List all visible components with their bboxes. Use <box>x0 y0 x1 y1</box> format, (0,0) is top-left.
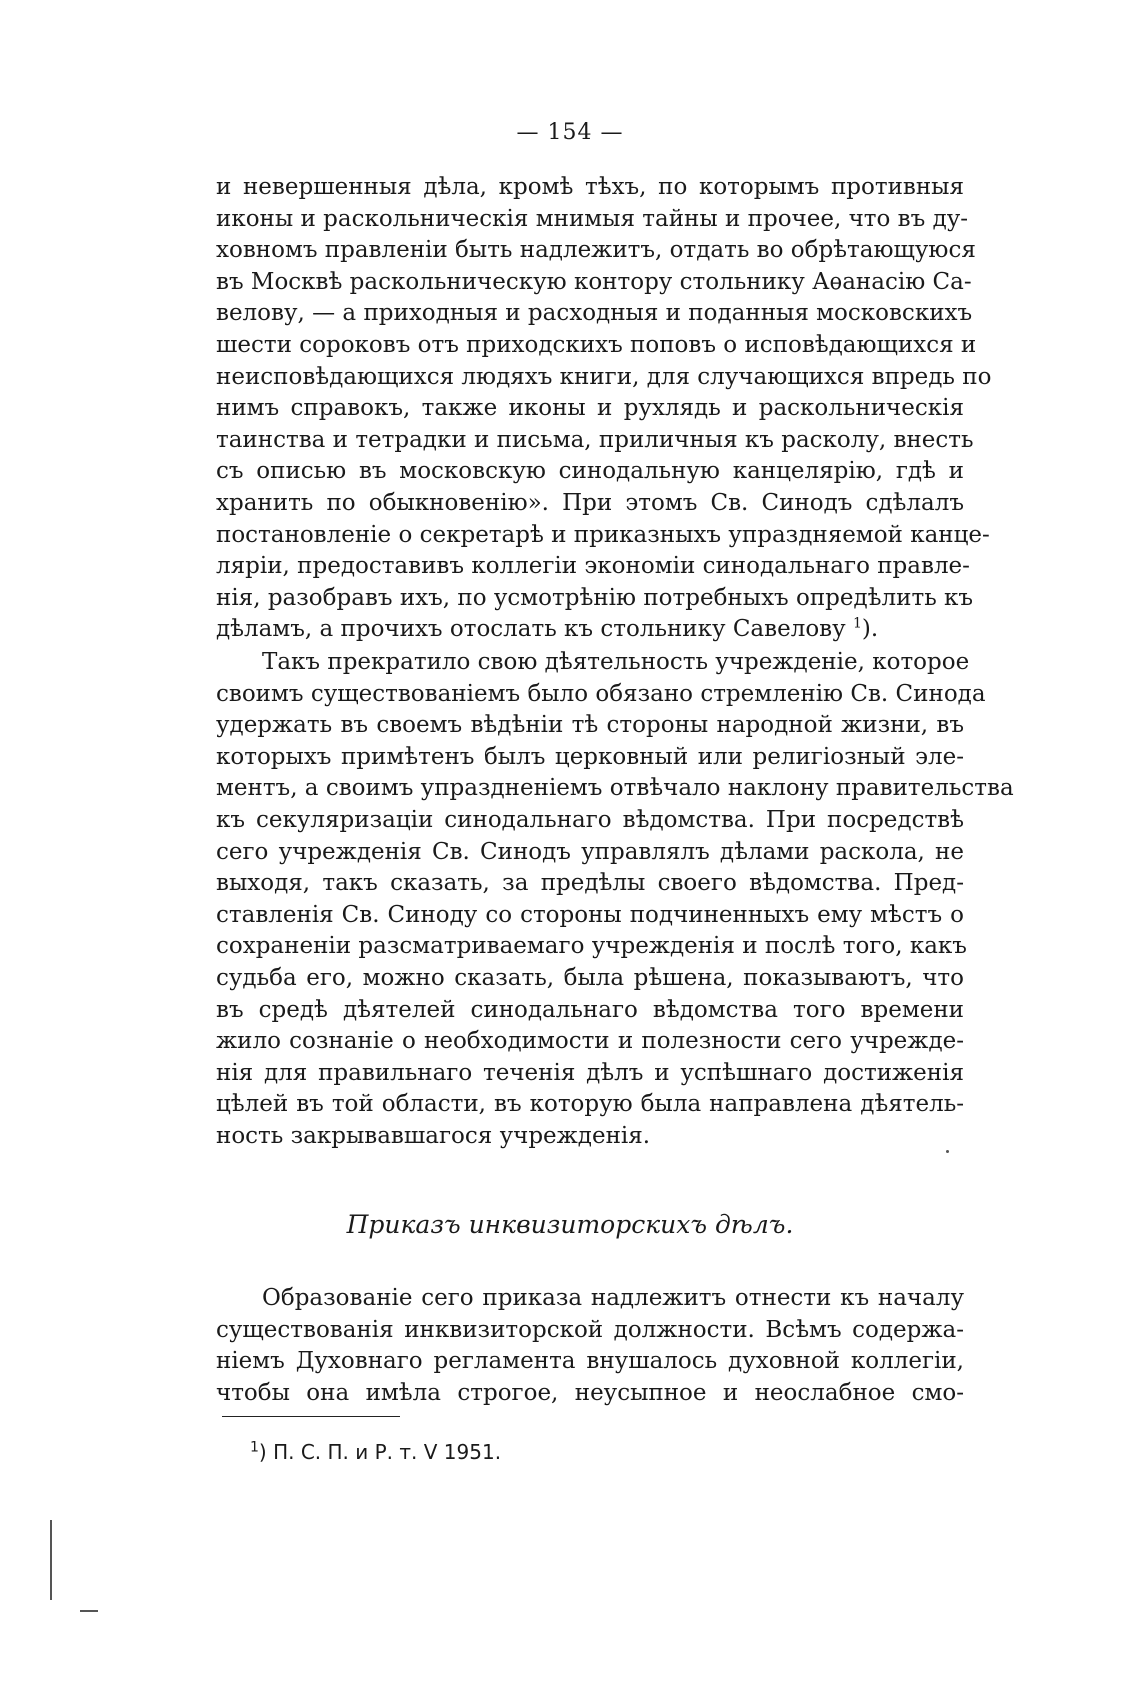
text-line: ховномъ правленіи быть надлежитъ, отдать во обрѣтающуюся <box>216 237 976 264</box>
paragraph-3 <box>216 1283 964 1409</box>
text-line: цѣлей въ той области, въ которую была направлена дѣятель- <box>216 1091 964 1118</box>
text-line: Такъ прекратило свою дѣятельность учрежденіе, которое <box>262 649 970 675</box>
text-line-content: дѣламъ, а прочихъ отослать къ стольнику Савелову <box>216 616 846 643</box>
text-line: судьба его, можно сказать, была рѣшена, показываютъ, что <box>216 964 964 991</box>
text-line: съ описью въ московскую синодальную канцелярію, гдѣ и <box>216 458 964 485</box>
text-line: таинства и тетрадки и письма, приличныя къ расколу, внесть <box>216 426 974 453</box>
text-line <box>216 614 964 646</box>
text-line: которыхъ примѣтенъ былъ церковный или религіозный эле- <box>216 743 964 770</box>
text-line: неисповѣдающихся людяхъ книги, для случающихся впредь по <box>216 363 992 390</box>
text-line: шести сороковъ отъ приходскихъ поповъ о исповѣдающихся и <box>216 331 977 358</box>
footnote <box>250 1440 501 1464</box>
text-line: нія для правильнаго теченія дѣлъ и успѣшнаго достиженія <box>216 1059 964 1086</box>
text-line: къ секуляризаціи синодальнаго вѣдомства. При посредствѣ <box>216 806 964 833</box>
text-line: сего учрежденія Св. Синодъ управлялъ дѣлами раскола, не <box>216 838 964 865</box>
text-line: Образованіе сего приказа надлежитъ отнести къ началу <box>262 1285 964 1311</box>
footnote-marker: 1 <box>250 1439 259 1456</box>
text-line: ляріи, предоставивъ коллегіи экономіи синодальнаго правле- <box>216 553 970 580</box>
text-line: велову, — а приходныя и расходныя и поданныя московскихъ <box>216 300 973 327</box>
text-line: выходя, такъ сказать, за предѣлы своего вѣдомства. Пред- <box>216 870 964 897</box>
closing-punctuation: ). <box>861 616 879 643</box>
text-line: ставленія Св. Синоду со стороны подчиненныхъ ему мѣстъ о <box>216 901 964 928</box>
scan-artifact-dash <box>80 1610 98 1612</box>
text-line: нія, разобравъ ихъ, по усмотрѣнію потребныхъ опредѣлить къ <box>216 584 974 611</box>
text-line: въ средѣ дѣятелей синодальнаго вѣдомства того времени <box>216 996 964 1023</box>
page-number: — 154 — <box>516 120 624 145</box>
text-line: въ Москвѣ раскольническую контору стольнику Аѳанасію Са- <box>216 268 972 295</box>
text-line: иконы и раскольническія мнимыя тайны и прочее, что въ ду- <box>216 205 969 232</box>
footnote-reference: 1 <box>852 615 862 632</box>
text-line: чтобы она имѣла строгое, неусыпное и неослабное смо- <box>216 1379 964 1406</box>
text-line: существованія инквизиторской должности. Всѣмъ содержа- <box>216 1316 964 1343</box>
text-line: постановленіе о секретарѣ и приказныхъ упраздняемой канце- <box>216 521 990 548</box>
text-line: ность закрывавшагося учрежденія. <box>216 1122 651 1149</box>
footnote-text: ) П. С. П. и Р. т. V 1951. <box>258 1440 502 1464</box>
text-line: удержать въ своемъ вѣдѣніи тѣ стороны народной жизни, въ <box>216 712 964 739</box>
scan-artifact-dot <box>946 1150 949 1153</box>
text-line: ментъ, а своимъ упраздненіемъ отвѣчало наклону правительства <box>216 775 1014 802</box>
text-line: жило сознаніе о необходимости и полезности сего учрежде- <box>216 1028 964 1055</box>
text-line: хранить по обыкновенію». При этомъ Св. Синодъ сдѣлалъ <box>216 489 964 516</box>
paragraph-2 <box>216 647 1014 1153</box>
text-line: ніемъ Духовнаго регламента внушалось духовной коллегіи, <box>216 1348 964 1375</box>
footnote-divider <box>222 1416 400 1417</box>
text-line: сохраненіи разсматриваемаго учрежденія и послѣ того, какъ <box>216 933 967 960</box>
text-line: своимъ существованіемъ было обязано стремленію Св. Синода <box>216 680 986 707</box>
paragraph-1 <box>216 172 992 646</box>
text-line: и невершенныя дѣла, кромѣ тѣхъ, по которымъ противныя <box>216 174 964 200</box>
text-line: нимъ справокъ, также иконы и рухлядь и раскольническія <box>216 395 964 422</box>
scan-artifact-line <box>50 1520 52 1600</box>
section-heading: Приказъ инквизиторскихъ дѣлъ. <box>346 1210 794 1239</box>
